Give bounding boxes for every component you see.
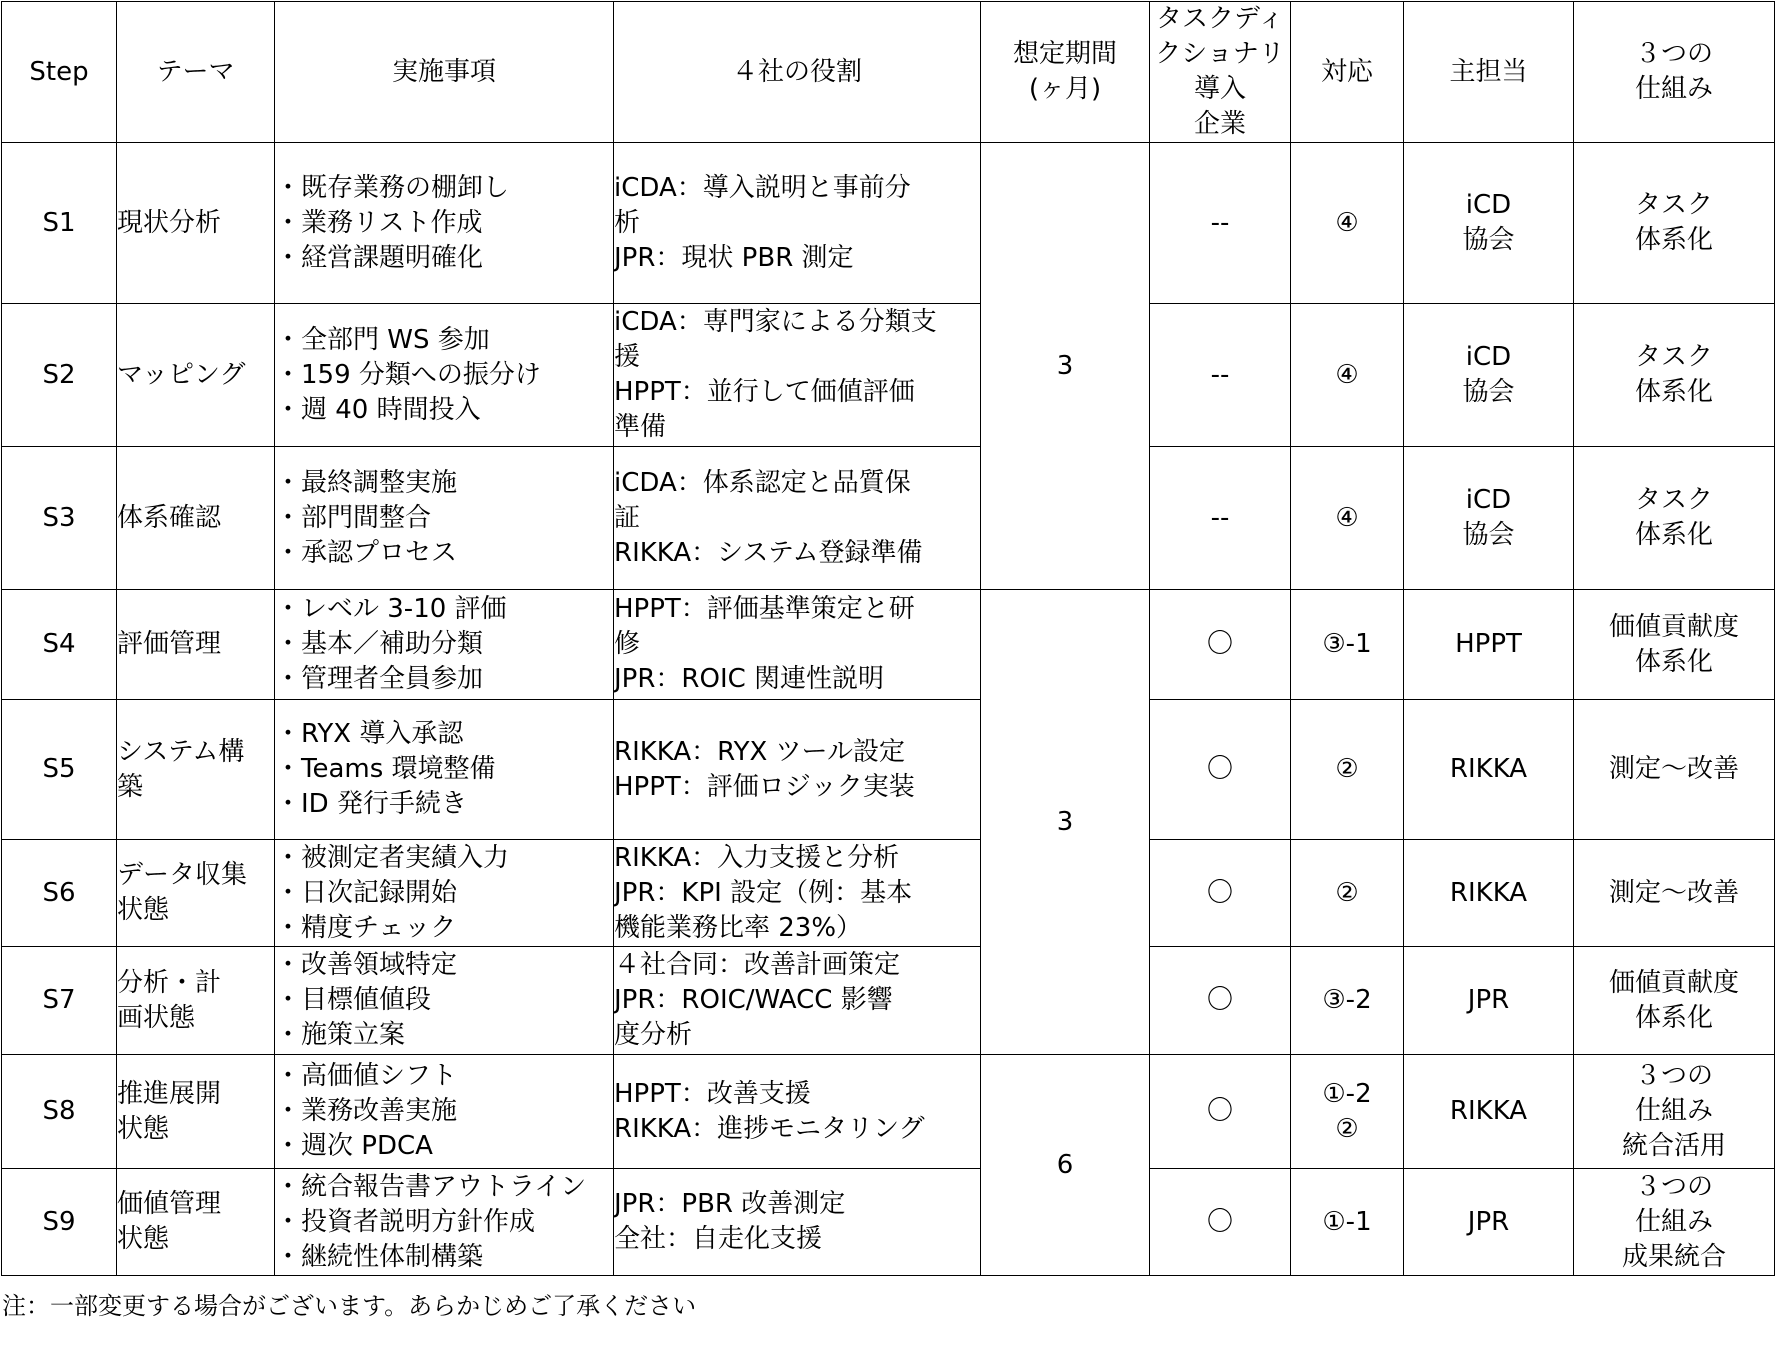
step-cell: S3 — [2, 447, 117, 590]
header-mechanism: ３つの 仕組み — [1574, 2, 1775, 143]
owner-cell: RIKKA — [1404, 700, 1574, 840]
header-owner: 主担当 — [1404, 2, 1574, 143]
owner-cell: HPPT — [1404, 590, 1574, 700]
header-row — [2, 2, 1775, 143]
theme-cell: 分析・計 画状態 — [117, 947, 275, 1055]
actions-cell: ・レベル 3-10 評価 ・基本／補助分類 ・管理者全員参加 — [275, 590, 614, 700]
step-cell: S9 — [2, 1169, 117, 1276]
roles-cell: iCDA：導入説明と事前分 析 JPR：現状 PBR 測定 — [614, 143, 981, 304]
period-cell: 6 — [981, 1055, 1150, 1276]
theme-cell: 現状分析 — [117, 143, 275, 304]
adoption-cell: -- — [1150, 447, 1291, 590]
theme-cell: 体系確認 — [117, 447, 275, 590]
adoption-cell: 〇 — [1150, 947, 1291, 1055]
table-row — [2, 700, 1775, 840]
adoption-cell: 〇 — [1150, 1169, 1291, 1276]
roles-cell: iCDA：体系認定と品質保 証 RIKKA：システム登録準備 — [614, 447, 981, 590]
adoption-cell: 〇 — [1150, 700, 1291, 840]
owner-cell: JPR — [1404, 1169, 1574, 1276]
header-theme: テーマ — [117, 2, 275, 143]
correspondence-cell: ①-2 ② — [1291, 1055, 1404, 1169]
actions-cell: ・最終調整実施 ・部門間整合 ・承認プロセス — [275, 447, 614, 590]
actions-cell: ・改善領域特定 ・目標値値段 ・施策立案 — [275, 947, 614, 1055]
actions-cell: ・既存業務の棚卸し ・業務リスト作成 ・経営課題明確化 — [275, 143, 614, 304]
owner-cell: RIKKA — [1404, 840, 1574, 947]
actions-cell: ・高価値シフト ・業務改善実施 ・週次 PDCA — [275, 1055, 614, 1169]
correspondence-cell: ② — [1291, 840, 1404, 947]
implementation-plan-table — [1, 1, 1775, 1276]
adoption-cell: -- — [1150, 143, 1291, 304]
step-cell: S6 — [2, 840, 117, 947]
correspondence-cell: ③-2 — [1291, 947, 1404, 1055]
mechanism-cell: タスク 体系化 — [1574, 143, 1775, 304]
roles-cell: HPPT：改善支援 RIKKA：進捗モニタリング — [614, 1055, 981, 1169]
correspondence-cell: ③-1 — [1291, 590, 1404, 700]
theme-cell: マッピング — [117, 304, 275, 447]
roles-cell: RIKKA：入力支援と分析 JPR：KPI 設定（例：基本 機能業務比率 23%） — [614, 840, 981, 947]
table-row — [2, 143, 1775, 304]
header-actions: 実施事項 — [275, 2, 614, 143]
correspondence-cell: ② — [1291, 700, 1404, 840]
header-period: 想定期間 (ヶ月) — [981, 2, 1150, 143]
adoption-cell: 〇 — [1150, 1055, 1291, 1169]
actions-cell: ・RYX 導入承認 ・Teams 環境整備 ・ID 発行手続き — [275, 700, 614, 840]
step-cell: S8 — [2, 1055, 117, 1169]
table-row — [2, 947, 1775, 1055]
actions-cell: ・全部門 WS 参加 ・159 分類への振分け ・週 40 時間投入 — [275, 304, 614, 447]
mechanism-cell: 測定～改善 — [1574, 700, 1775, 840]
step-cell: S1 — [2, 143, 117, 304]
roles-cell: iCDA：専門家による分類支 援 HPPT：並行して価値評価 準備 — [614, 304, 981, 447]
header-roles: ４社の役割 — [614, 2, 981, 143]
correspondence-cell: ④ — [1291, 143, 1404, 304]
owner-cell: JPR — [1404, 947, 1574, 1055]
step-cell: S2 — [2, 304, 117, 447]
period-cell: 3 — [981, 143, 1150, 590]
actions-cell: ・被測定者実績入力 ・日次記録開始 ・精度チェック — [275, 840, 614, 947]
adoption-cell: 〇 — [1150, 840, 1291, 947]
mechanism-cell: 測定～改善 — [1574, 840, 1775, 947]
footnote: 注：一部変更する場合がございます。あらかじめご了承ください — [2, 1292, 697, 1320]
theme-cell: データ収集 状態 — [117, 840, 275, 947]
header-adoption: タスクディ クショナリ 導入 企業 — [1150, 2, 1291, 143]
table-row — [2, 304, 1775, 447]
mechanism-cell: ３つの 仕組み 統合活用 — [1574, 1055, 1775, 1169]
correspondence-cell: ④ — [1291, 447, 1404, 590]
correspondence-cell: ④ — [1291, 304, 1404, 447]
theme-cell: システム構 築 — [117, 700, 275, 840]
step-cell: S4 — [2, 590, 117, 700]
table-row — [2, 590, 1775, 700]
step-cell: S7 — [2, 947, 117, 1055]
adoption-cell: 〇 — [1150, 590, 1291, 700]
correspondence-cell: ①-1 — [1291, 1169, 1404, 1276]
header-correspondence: 対応 — [1291, 2, 1404, 143]
table-row — [2, 1055, 1775, 1169]
step-cell: S5 — [2, 700, 117, 840]
roles-cell: ４社合同：改善計画策定 JPR：ROIC/WACC 影響 度分析 — [614, 947, 981, 1055]
theme-cell: 価値管理 状態 — [117, 1169, 275, 1276]
period-cell: 3 — [981, 590, 1150, 1055]
roles-cell: JPR：PBR 改善測定 全社：自走化支援 — [614, 1169, 981, 1276]
roles-cell: HPPT：評価基準策定と研 修 JPR：ROIC 関連性説明 — [614, 590, 981, 700]
theme-cell: 評価管理 — [117, 590, 275, 700]
mechanism-cell: タスク 体系化 — [1574, 447, 1775, 590]
adoption-cell: -- — [1150, 304, 1291, 447]
owner-cell: iCD 協会 — [1404, 447, 1574, 590]
actions-cell: ・統合報告書アウトライン ・投資者説明方針作成 ・継続性体制構築 — [275, 1169, 614, 1276]
roles-cell: RIKKA：RYX ツール設定 HPPT：評価ロジック実装 — [614, 700, 981, 840]
owner-cell: iCD 協会 — [1404, 304, 1574, 447]
mechanism-cell: 価値貢献度 体系化 — [1574, 590, 1775, 700]
owner-cell: iCD 協会 — [1404, 143, 1574, 304]
plan-body — [2, 143, 1775, 1276]
table-row — [2, 1169, 1775, 1276]
mechanism-cell: タスク 体系化 — [1574, 304, 1775, 447]
header-step: Step — [2, 2, 117, 143]
table-row — [2, 447, 1775, 590]
mechanism-cell: 価値貢献度 体系化 — [1574, 947, 1775, 1055]
owner-cell: RIKKA — [1404, 1055, 1574, 1169]
theme-cell: 推進展開 状態 — [117, 1055, 275, 1169]
table-row — [2, 840, 1775, 947]
mechanism-cell: ３つの 仕組み 成果統合 — [1574, 1169, 1775, 1276]
